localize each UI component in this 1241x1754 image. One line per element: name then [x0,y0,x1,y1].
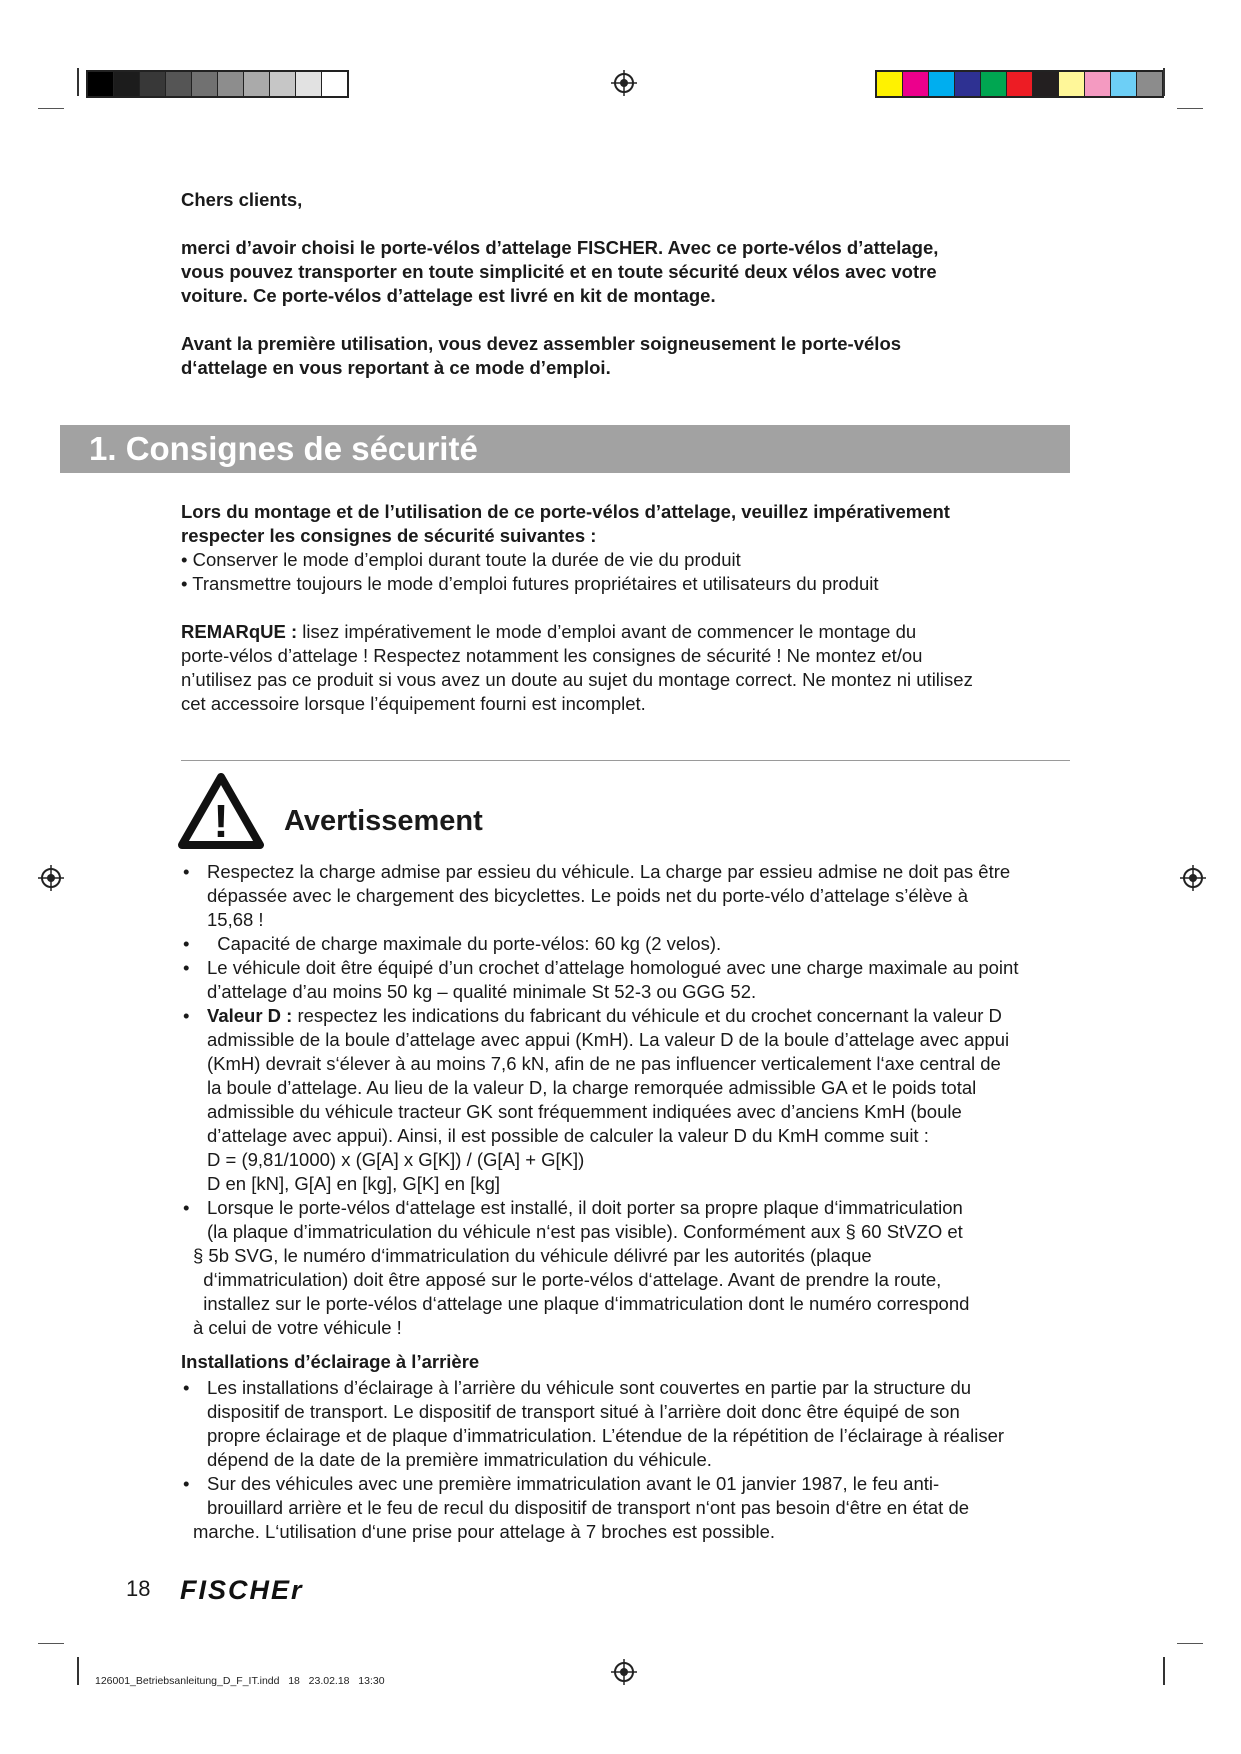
color-swatch [1059,72,1085,96]
crop-mark-right-top-h [1177,108,1203,109]
divider [181,760,1070,761]
list-item: • Le véhicule doit être équipé d’un crochet d’attelage homologué avec une charge maximale au point d’attelage d’au moins 50 kg – qualité minimale St 52-3 ou GGG 52. [183,957,1019,1002]
crop-mark-left-bottom-h [38,1643,64,1644]
crop-mark-right-bottom-h [1177,1643,1203,1644]
warning-triangle-icon [178,773,264,849]
list-item: • Respectez la charge admise par essieu du véhicule. La charge par essieu admise ne doit pas être dépassée avec le chargement des bicyclettes. Le poids net du porte-vélo d’attelage s’élève à 15,68 ! [183,861,1011,930]
safety-intro: Lors du montage et de l’utilisation de ce porte-vélos d’attelage, veuillez impérativement respecter les consignes de sécurité suivantes : • Conserver le mode d’emploi durant toute la durée de vie du produit • Transmettre toujours le mode d’emploi futures propriétaires et utilisateurs du produit [181,500,1081,596]
list-item: • Lorsque le porte-vélos d‘attelage est installé, il doit porter sa propre plaque d‘immatriculation (la plaque d’immatriculation du véhicule n‘est pas visible). Conformément aux § 60 StVZO et [183,1197,963,1242]
d-value-formula: D = (9,81/1000) x (G[A] x G[K]) / (G[A] + G[K]) [207,1149,585,1170]
color-swatch [1085,72,1111,96]
warning-list [181,860,1081,1340]
crop-mark-left-top-h [38,108,64,109]
color-swatch [1033,72,1059,96]
color-swatch [88,72,114,96]
list-item-continuation: § 5b SVG, le numéro d‘immatriculation du véhicule délivré par les autorités (plaque d‘immatriculation) doit être apposé sur le porte-vélos d‘attelage. Avant de prendre la route, installez sur le porte-vélos d‘attelage une plaque d‘immatriculation dont le numéro correspond à celui de votre véhicule ! [193,1245,970,1338]
color-swatch [192,72,218,96]
safety-bullet: • Transmettre toujours le mode d’emploi futures propriétaires et utilisateurs du produit [181,573,879,594]
file-slug: 126001_Betriebsanleitung_D_F_IT.indd 18 23.02.18 13:30 [95,1675,385,1687]
color-calibration-strip [875,70,1164,98]
color-swatch [903,72,929,96]
fischer-logo: FISCHEr [180,1575,304,1605]
crop-mark-left-bottom [77,1657,79,1685]
intro-paragraph-1: merci d’avoir choisi le porte-vélos d’attelage FISCHER. Avec ce porte-vélos d’attelage, vous pouvez transporter en toute simplicité et en toute sécurité deux vélos avec votre voiture. Ce porte-vélos d’attelage est livré en kit de montage. [181,237,939,306]
intro-paragraph-2: Avant la première utilisation, vous devez assembler soigneusement le porte-vélos d‘attelage en vous reportant à ce mode d’emploi. [181,333,902,378]
lighting-title: Installations d’éclairage à l’arrière [181,1351,480,1372]
list-item: • Les installations d’éclairage à l’arrière du véhicule sont couvertes en partie par la structure du dispositif de transport. Le dispositif de transport situé à l’arrière doit donc être équipé de son propre éclairage et de plaque d’immatriculation. L’étendue de la répétition de l’éclairage à réaliser dépend de la date de la première immatriculation du véhicule. [183,1377,1005,1470]
color-swatch [140,72,166,96]
d-value-label: Valeur D : [207,1005,293,1026]
color-swatch [1111,72,1137,96]
section-title: 1. Consignes de sécurité [89,430,478,467]
list-item: • Capacité de charge maximale du porte-vélos: 60 kg (2 velos). [183,933,722,954]
color-swatch [1007,72,1033,96]
registration-mark-right-icon [1180,865,1206,891]
color-swatch [244,72,270,96]
crop-mark-right-top [1163,68,1165,96]
remark-label: REMARqUE : [181,621,298,642]
color-swatch [296,72,322,96]
color-swatch [270,72,296,96]
color-swatch [929,72,955,96]
color-swatch [166,72,192,96]
color-swatch [218,72,244,96]
list-item-continuation: marche. L‘utilisation d‘une prise pour attelage à 7 broches est possible. [193,1521,776,1542]
safety-bullet: • Conserver le mode d’emploi durant toute la durée de vie du produit [181,549,741,570]
svg-text:!: ! [213,795,229,847]
color-swatch [1137,72,1162,96]
color-swatch [981,72,1007,96]
registration-mark-bottom-icon [611,1659,637,1685]
list-item: • Valeur D : respectez les indications du fabricant du véhicule et du crochet concernant la valeur D admissible de la boule d’attelage avec appui (KmH). La valeur D de la boule d’attelage avec appui (KmH) devrait s‘élever à au moins 7,6 kN, afin de ne pas influencer verticalement l‘axe central de la boule d’attelage. Au lieu de la valeur D, la charge remorquée admissible GA et le poids total admissible du véhicule tracteur GK sont fréquemment indiquées avec d’anciens KmH (boule d’attelage avec appui). Ainsi, il est possible de calculer la valeur D du KmH comme suit : D = (9,81/1000) x (G[A] x G[K]) / (G[A] + G[K]) D en [kN], G[A] en [kg], G[K] en [kg] [181,1004,1081,1196]
lighting-list [181,1376,1081,1544]
gray-calibration-strip [86,70,349,98]
registration-mark-left-icon [38,865,64,891]
list-item: • Sur des véhicules avec une première immatriculation avant le 01 janvier 1987, le feu anti- brouillard arrière et le feu de recul du dispositif de transport n‘ont pas besoin d‘être en état de [183,1473,970,1518]
crop-mark-right-bottom [1163,1657,1165,1685]
color-swatch [877,72,903,96]
warning-title: Avertissement [284,805,483,837]
registration-mark-icon [611,70,637,96]
remark-paragraph: REMARqUE : lisez impérativement le mode d’emploi avant de commencer le montage du porte-vélos d’attelage ! Respectez notamment les consignes de sécurité ! Ne montez et/ou n’utilisez pas ce produit si vous avez un doute au sujet du montage correct. Ne montez ni utilisez cet accessoire lorsque l’équipement fourni est incomplet. [181,621,973,714]
color-swatch [114,72,140,96]
page-number: 18 [126,1576,151,1601]
greeting: Chers clients, [181,189,303,210]
color-swatch [955,72,981,96]
crop-mark-left-top [77,68,79,96]
section-heading-bar [60,425,1070,473]
color-swatch [322,72,347,96]
